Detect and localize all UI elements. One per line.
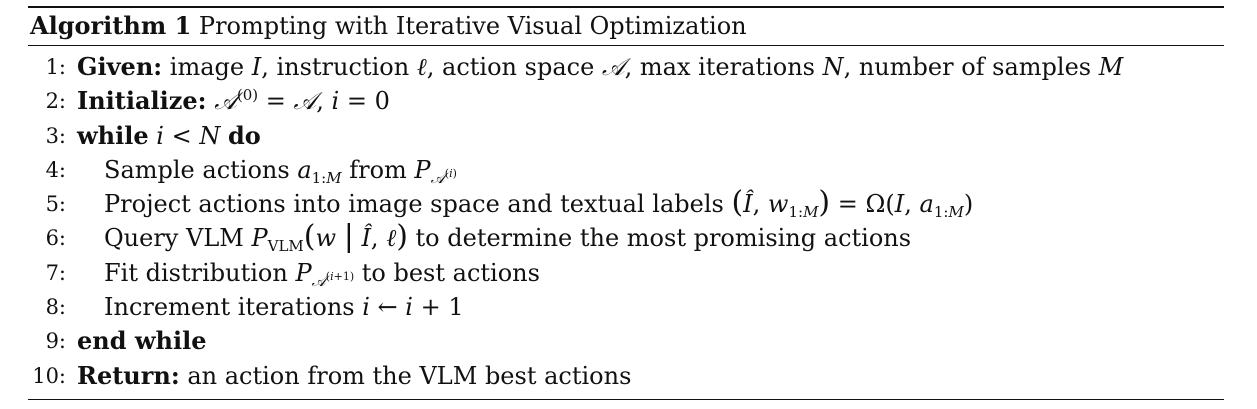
line-text: 𝒜$^{(0)}$ = 𝒜, i = 0 xyxy=(214,86,390,116)
line-text: an action from the VLM best actions xyxy=(187,361,632,390)
algorithm-line-10 xyxy=(28,359,1224,393)
line-number: 6: xyxy=(45,226,66,251)
line-number: 3: xyxy=(45,123,66,148)
algorithm-label: Algorithm 1 xyxy=(30,11,192,40)
line-number: 8: xyxy=(45,295,66,320)
line-body xyxy=(77,359,631,393)
algorithm-name: Prompting with Iterative Visual Optimization xyxy=(198,12,747,40)
algorithm-block xyxy=(28,6,1224,400)
line-number: 2: xyxy=(45,89,66,114)
line-text: Fit distribution $P_{𝒜^{(i+1)}}$ to best actions xyxy=(104,258,540,290)
algorithm-line-2 xyxy=(28,84,1224,118)
algorithm-line-6 xyxy=(28,221,1224,255)
line-text: Sample actions $a_{1:M}$ from $P_{𝒜^{(i)}}$ xyxy=(104,155,457,187)
line-number: 5: xyxy=(45,192,66,217)
line-text: i xyxy=(156,121,164,150)
line-keyword: end while xyxy=(77,326,207,356)
algorithm-title xyxy=(28,8,1224,45)
line-keyword: while xyxy=(77,120,149,150)
algorithm-line-8 xyxy=(28,290,1224,324)
algorithm-line-3 xyxy=(28,119,1224,153)
line-text: Query VLM $P_{VLM}(w$ | Î, ℓ) to determine the most promising actions xyxy=(104,219,912,256)
line-keyword: Initialize: xyxy=(77,86,207,116)
algorithm-line-9 xyxy=(28,324,1224,358)
line-number: 1: xyxy=(45,55,66,79)
line-number: 7: xyxy=(45,260,66,285)
algorithm-lines xyxy=(28,46,1224,399)
line-text: Project actions into image space and textual labels (Î, $w_{1:M}) = \Omega(I$, $a_{1:M}$) xyxy=(104,185,974,222)
line-body xyxy=(77,84,390,118)
line-number: 4: xyxy=(45,157,66,182)
line-body xyxy=(77,50,1123,84)
algorithm-line-1 xyxy=(28,50,1224,84)
line-keyword: Given: xyxy=(77,52,163,81)
line-text: image I, instruction ℓ, action space 𝒜, max iterations N, number of samples M xyxy=(169,53,1124,81)
line-body: while i < N do xyxy=(77,120,261,150)
algorithm-line-4 xyxy=(28,153,1224,187)
line-number: 9: xyxy=(45,329,66,354)
line-keyword: Return: xyxy=(77,360,180,390)
algorithm-line-5 xyxy=(28,187,1224,221)
line-body xyxy=(77,324,206,358)
line-text: Increment iterations i ← i + 1 xyxy=(104,293,464,322)
bottom-rule xyxy=(28,399,1224,400)
line-keyword-end: do xyxy=(227,120,261,150)
algorithm-line-7 xyxy=(28,256,1224,290)
line-number: 10: xyxy=(32,363,66,388)
